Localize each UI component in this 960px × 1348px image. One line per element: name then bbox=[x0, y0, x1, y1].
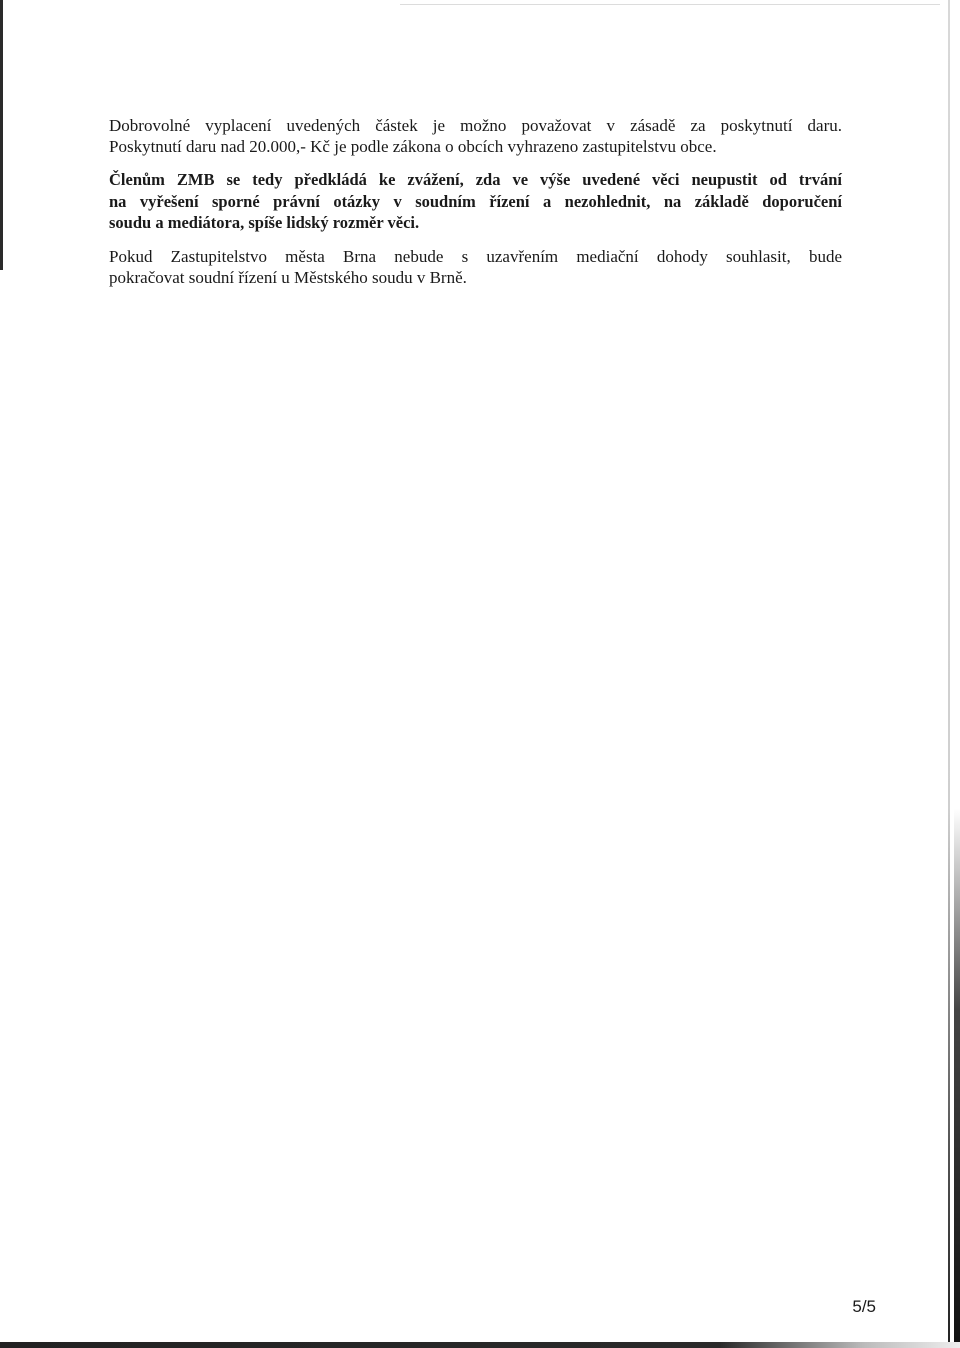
text-line: pokračovat soudní řízení u Městského soudu v Brně. bbox=[109, 267, 467, 287]
scan-edge-right-outer bbox=[954, 0, 960, 1348]
text-line: Poskytnutí daru nad 20.000,- Kč je podle zákona o obcích vyhrazeno zastupitelstvu obce. bbox=[109, 137, 717, 156]
page-content bbox=[109, 115, 842, 288]
scan-edge-top bbox=[400, 4, 940, 5]
text-line: soudu a mediátora, spíše lidský rozměr věci. bbox=[109, 213, 420, 232]
paragraph-zmb-proposal bbox=[109, 169, 842, 234]
page-number: 5/5 bbox=[852, 1297, 876, 1316]
text-line: Dobrovolné vyplacení uvedených částek je možno považovat v zásadě za poskytnutí daru. bbox=[109, 116, 842, 135]
paragraph-court-proceedings bbox=[109, 246, 842, 288]
text-line: na vyřešení sporné právní otázky v soudním řízení a nezohlednit, na základě doporučení bbox=[109, 191, 842, 211]
text-line: Pokud Zastupitelstvo města Brna nebude s uzavřením mediační dohody souhlasit, bude bbox=[109, 246, 842, 266]
paragraph-gift-payment bbox=[109, 115, 842, 157]
scan-edge-bottom bbox=[0, 1342, 960, 1348]
scan-edge-right bbox=[948, 0, 950, 1348]
text-line: Členům ZMB se tedy předkládá ke zvážení, zda ve výše uvedené věci neupustit od trvání bbox=[109, 170, 842, 189]
scan-edge-left bbox=[0, 0, 3, 270]
